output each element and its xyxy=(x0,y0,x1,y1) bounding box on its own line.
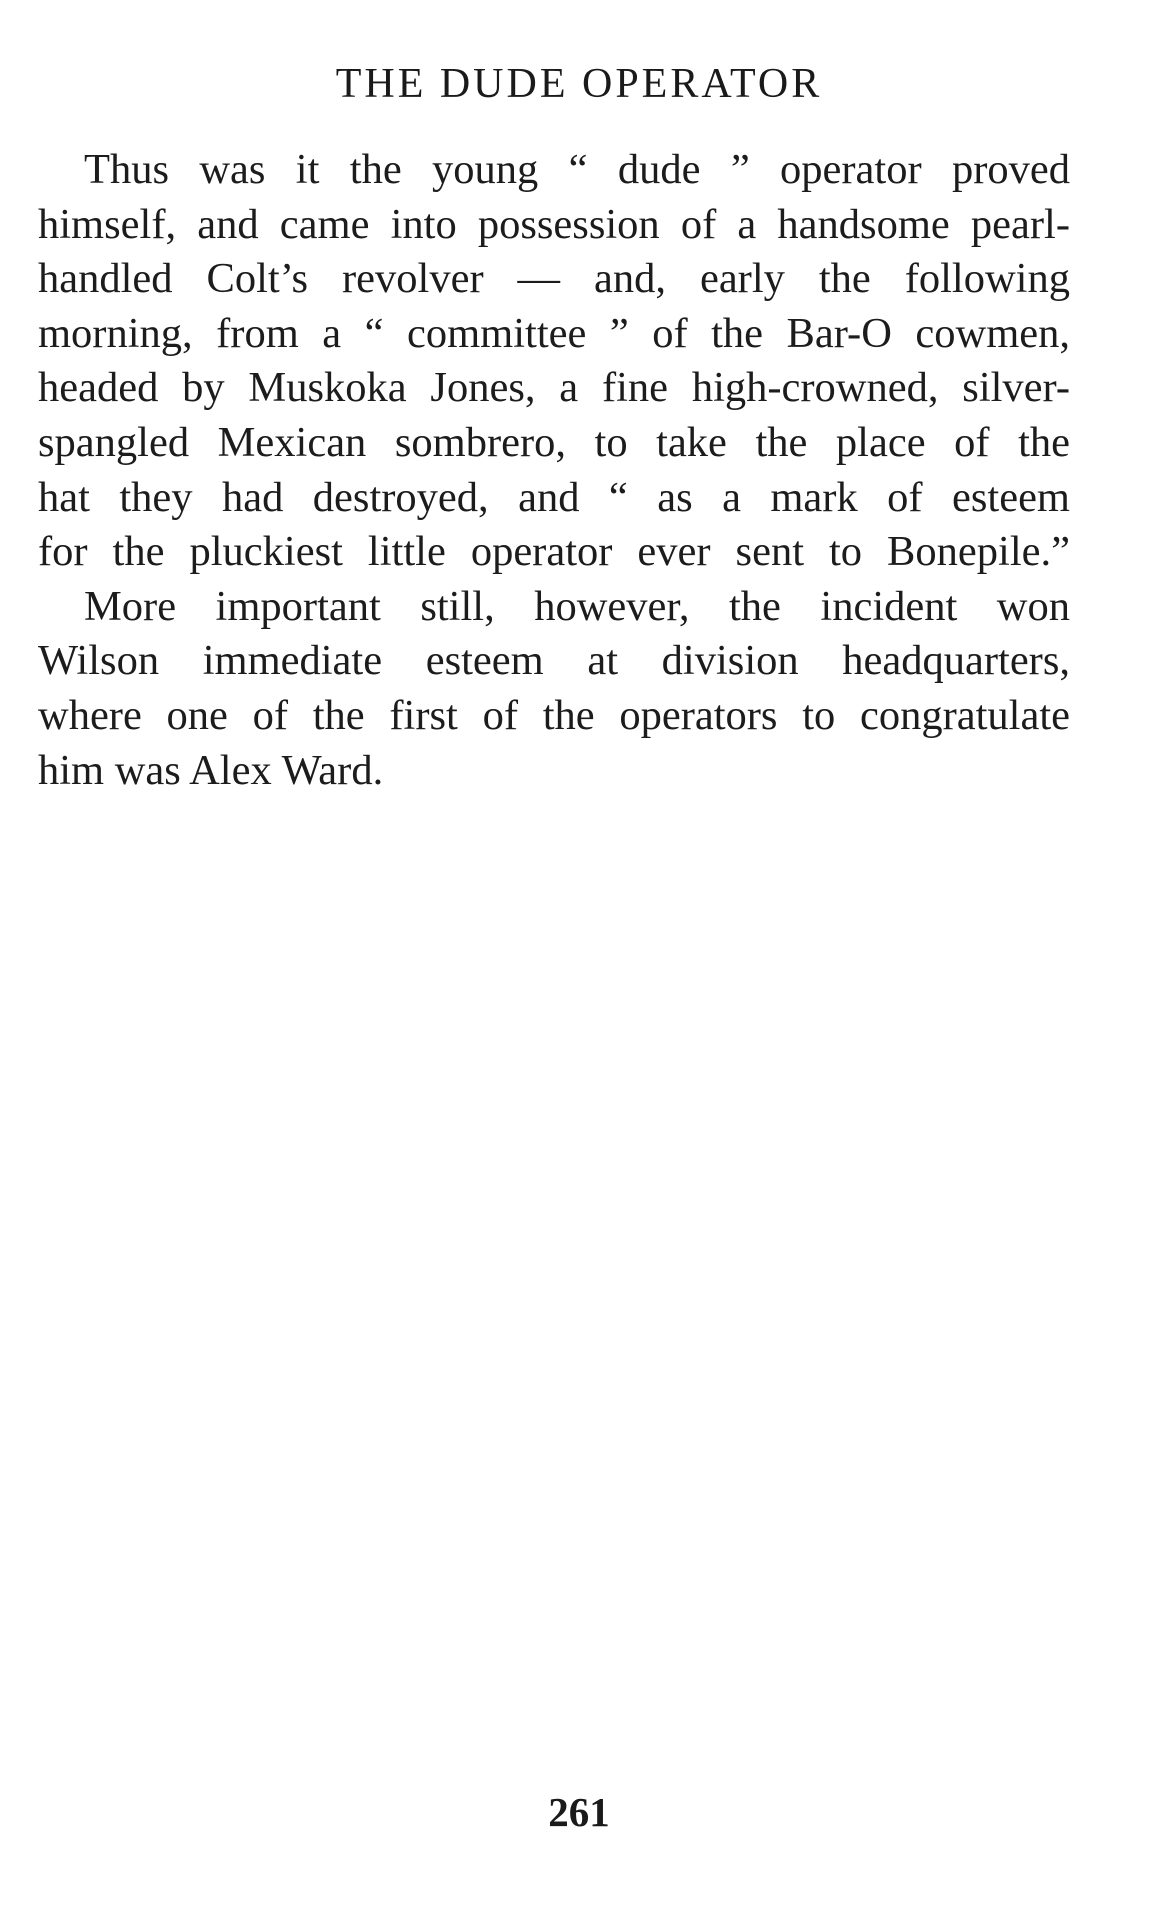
text-line: spangled Mexican sombrero, to take the place of the xyxy=(38,418,1070,466)
text-line: More important still, however, the incident won xyxy=(84,582,1070,630)
text-line: himself, and came into possession of a handsome pearl- xyxy=(38,200,1070,248)
body-text xyxy=(38,143,1070,798)
text-line: for the pluckiest little operator ever sent to Bonepile.” xyxy=(38,528,1070,576)
text-line: him was Alex Ward. xyxy=(38,746,384,794)
running-head: THE DUDE OPERATOR xyxy=(335,61,823,107)
paragraph-2 xyxy=(38,580,1070,798)
text-line: headed by Muskoka Jones, a fine high-crowned, silver- xyxy=(38,364,1070,412)
text-line: handled Colt’s revolver — and, early the following xyxy=(38,255,1070,303)
paragraph-1 xyxy=(38,143,1070,580)
page-number: 261 xyxy=(548,1789,610,1835)
text-line: Wilson immediate esteem at division headquarters, xyxy=(38,637,1070,685)
text-line: Thus was it the young “ dude ” operator proved xyxy=(84,146,1070,193)
text-line: hat they had destroyed, and “ as a mark of esteem xyxy=(38,473,1070,521)
text-line: morning, from a “ committee ” of the Bar-O cowmen, xyxy=(38,309,1070,357)
text-line: where one of the first of the operators to congratulate xyxy=(38,691,1070,739)
